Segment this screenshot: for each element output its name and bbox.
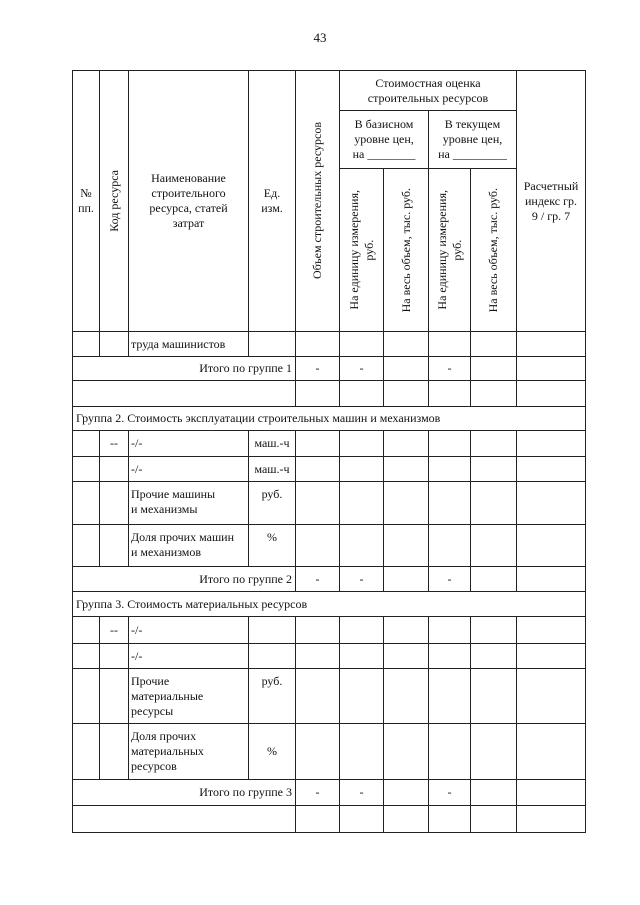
header-per-unit-current-text: На единицу измерения, руб. [434,190,464,310]
header-volume-text: Объем строительных ресурсов [310,122,324,280]
header-total-current [471,169,517,332]
row-unit: маш.-ч [249,431,296,457]
table-row [73,724,586,780]
row-placeholder: -/- [129,431,249,457]
table-row [73,407,586,431]
row-other-materials-share: Доля прочих материальных ресурсов [129,724,249,780]
group2-unit-current-dash: - [429,567,471,592]
group1-total-label: Итого по группе 1 [73,357,296,381]
header-resource-code-text: Код ресурса [106,170,121,232]
row-other-machines-share: Доля прочих машин и механизмов [129,525,249,567]
group1-unit-current-dash: - [429,357,471,381]
header-volume [296,71,340,332]
header-current-level: В текущем уровне цен, на _________ [429,111,517,169]
header-total-base [384,169,429,332]
group2-title: Группа 2. Стоимость эксплуатации строительных машин и механизмов [73,407,586,431]
table-row [73,457,586,482]
header-per-unit-current [429,169,471,332]
header-base-level: В базисном уровне цен, на ________ [340,111,429,169]
table-row [73,806,586,833]
group2-unit-base-dash: - [340,567,384,592]
table-row [73,592,586,617]
header-cost-estimate: Стоимостная оценка строительных ресурсов [340,71,517,111]
table-row [73,357,586,381]
row-placeholder: -/- [129,617,249,644]
group3-total-label: Итого по группе 3 [73,780,296,806]
header-total-current-text: На весь объем, тыс. руб. [486,187,500,313]
header-total-base-text: На весь объем, тыс. руб. [398,187,413,313]
group2-volume-dash: - [296,567,340,592]
header-resource-code [100,71,129,332]
table-row [73,482,586,525]
row-code-dash: -- [100,617,129,644]
table-row [73,567,586,592]
row-unit: маш.-ч [249,457,296,482]
table-row [73,669,586,724]
header-per-unit-base-text: На единицу измерения, руб. [346,190,376,310]
row-unit: руб. [249,482,296,525]
row-unit: руб. [249,669,296,724]
row-placeholder: -/- [129,457,249,482]
table-row [73,332,586,357]
header-index: Расчетный индекс гр. 9 / гр. 7 [517,71,586,332]
group3-unit-base-dash: - [340,780,384,806]
group3-volume-dash: - [296,780,340,806]
group3-unit-current-dash: - [429,780,471,806]
header-per-unit-base [340,169,384,332]
header-unit: Ед. изм. [249,71,296,332]
page-number: 43 [313,30,327,45]
row-machinist-labor: труда машинистов [129,332,249,357]
table-row [73,431,586,457]
group1-volume-dash: - [296,357,340,381]
table-row [73,525,586,567]
group2-total-label: Итого по группе 2 [73,567,296,592]
group1-unit-base-dash: - [340,357,384,381]
row-other-machines: Прочие машины и механизмы [129,482,249,525]
table-row [73,644,586,669]
table-row [73,381,586,407]
table-row [73,617,586,644]
header-num: № пп. [73,71,100,332]
row-unit: % [249,724,296,780]
group3-title: Группа 3. Стоимость материальных ресурсов [73,592,586,617]
row-code-dash: -- [100,431,129,457]
row-other-materials: Прочие материальные ресурсы [129,669,249,724]
header-name: Наименование строительного ресурса, статей затрат [129,71,249,332]
table-row [73,780,586,806]
row-placeholder: -/- [129,644,249,669]
resource-cost-table [72,70,586,833]
row-unit: % [249,525,296,567]
